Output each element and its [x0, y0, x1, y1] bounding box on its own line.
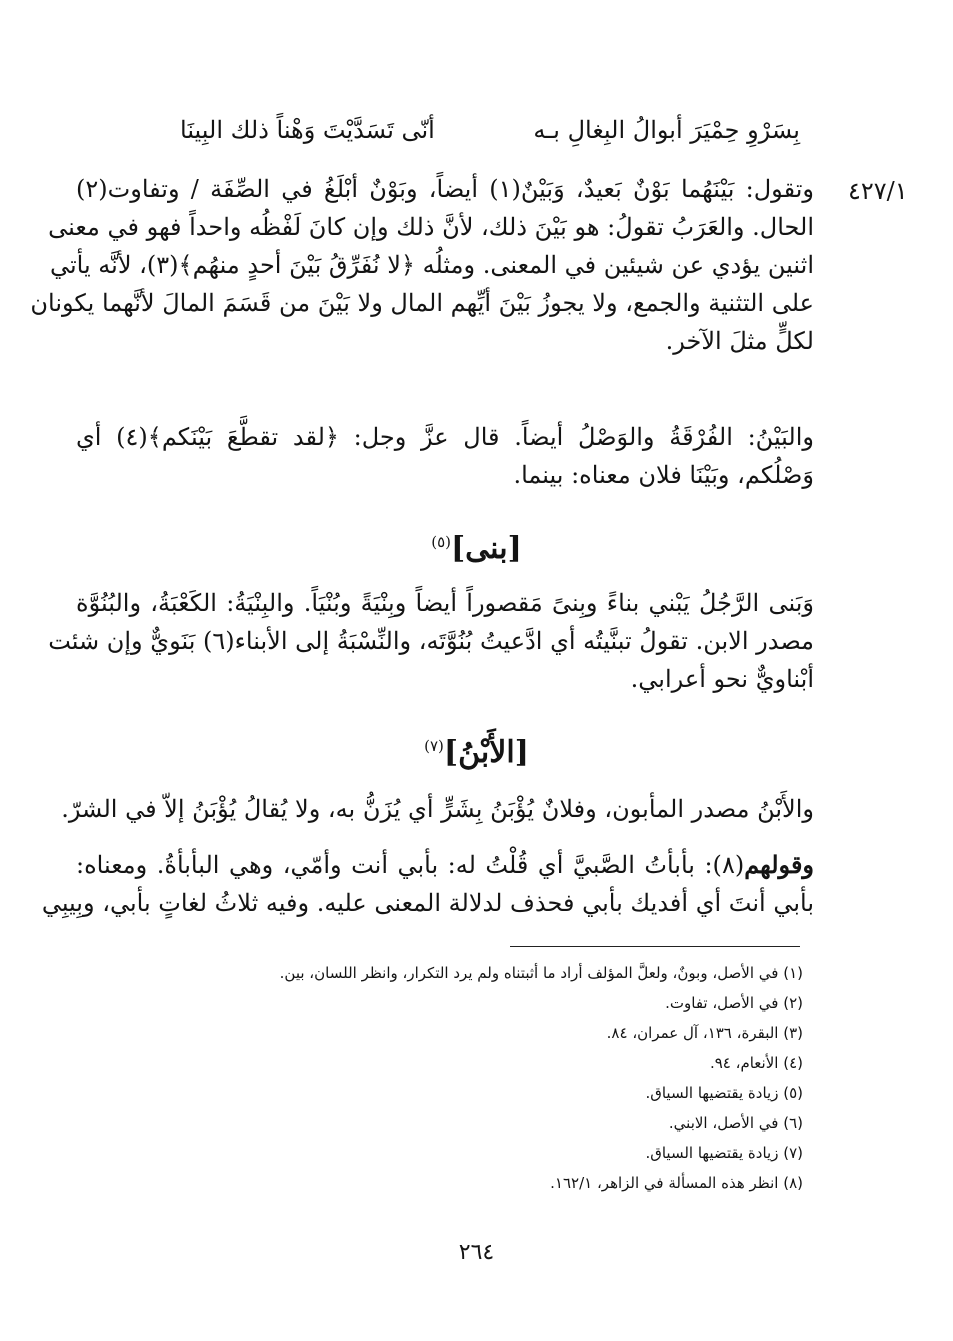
footnote: (٢) في الأصل، تفاوت. [665, 994, 803, 1012]
footnotes [103, 958, 803, 1198]
poetry-verse [180, 110, 800, 150]
paragraph-al-bayn [76, 418, 814, 494]
paragraph-bana [48, 584, 814, 698]
text-line: والأَبْنُ مصدر المأبون، وفلانٌ يُؤْبَنُ بِشَرٍّ أي يُزَنُّ به، ولا يُقالُ يُؤْبَنُ إلاّ في الشرّ. [61, 795, 814, 823]
text-line [76, 846, 814, 884]
heading-footnote-ref: (٥) [431, 533, 451, 551]
footnote: (١) في الأصل، وبونٌ، ولعلَّ المؤلف أراد ما أثبتناه ولم يرد التكرار، وانظر اللسان، بين. [279, 964, 803, 982]
text-line: وتقول: بَيْنَهُما بَوْنٌ بَعيدٌ، وَبَيْنٌ(١) أيضاً، وبَوْنٌ أبْلَغُ في الصِّفَة / وتفاوت(٢) [76, 175, 814, 203]
line-rest: (٨): بأبأتُ الصَّبيَّ أي قُلْتُ له: بأبي أنت وأمّي، وهي البأبأةُ. ومعناه: [76, 851, 745, 879]
text-line: الحال. والعَرَبُ تقولُ: هو بَيْنَ ذلك، لأنَّ ذلك وإن كانَ لَفْظُه واحداً فهو في معنى [48, 213, 814, 241]
paragraph-al-abn [61, 790, 814, 828]
heading-footnote-ref: (٧) [424, 737, 444, 755]
text-line: أبْناويٌّ نحو أعرابي. [630, 665, 814, 693]
text-line: على التثنية والجمع، ولا يجوزُ بَيْنَ أيِّهم المال ولا بَيْنَ من قَسَمَ المالَ لأنَّهما يكونان [30, 289, 814, 317]
marginal-reference: ٤٢٧/١ [848, 177, 908, 205]
text-line: مصدر الابن. تقولُ تبنَّيتُه أي ادَّعيتُ بُنُوَّتَه، والنِّسْبَةُ إلى الأبناء(٦) بَنَويٌّ وإن شئت [48, 627, 814, 655]
text-line: والبَيْنُ: الفُرْقَةُ والوَصْلُ أيضاً. قال عزَّ وجل: ﴿لقد تقطَّعَ بَيْنَكم﴾(٤) أي [76, 423, 814, 451]
verse-right-hemistich: بِسَرْوِ حِمْيَرَ أبوالُ البِغالِ بـه [533, 116, 800, 144]
footnote: (٤) الأنعام، ٩٤. [709, 1054, 803, 1072]
footnote: (٥) زيادة يقتضيها السياق. [645, 1084, 803, 1102]
footnote: (٦) في الأصل، الابني. [668, 1114, 803, 1132]
lead-word: وقولهم [744, 850, 815, 879]
footnote: (٨) انظر هذه المسألة في الزاهر، ١٦٢/١. [550, 1174, 803, 1192]
paragraph-baba [41, 846, 815, 922]
page-number: ٢٦٤ [458, 1240, 495, 1265]
footnote: (٣) البقرة، ١٣٦، آل عمران، ٨٤. [606, 1024, 803, 1042]
text-line: بأبي أنتَ أي أفديك بأبي فحذف لدلالة المعنى عليه. وفيه ثلاثُ لغاتٍ بأبي، وبِيبِي [41, 889, 814, 917]
section-heading-bana [0, 522, 953, 569]
footnote: (٧) زيادة يقتضيها السياق. [645, 1144, 803, 1162]
heading-text: [الأَبْنُ] [443, 735, 529, 770]
footnote-separator [510, 946, 800, 947]
text-line: وَبَنى الرَّجُلُ يَبْني بناءً وبِنىً مَقصوراً أيضاً وبِنْيَةً وبُنْيَاً. والبِنْيَةُ: الكَعْبَةُ، والبُنُوَّة [76, 589, 814, 617]
text-line: لكلٍّ مثلَ الآخر. [665, 327, 814, 355]
text-line: وَصْلُكم، وبَيْنَا فلان معناه: بينما. [513, 461, 814, 489]
paragraph-bayn [30, 170, 814, 360]
text-line: اثنين يؤدي عن شيئين في المعنى. ومثلُه ﴿لا نُفَرِّقُ بَيْنَ أحدٍ منهُم﴾(٣)، لأنَّه يأتي [49, 251, 814, 279]
section-heading-al-abn [0, 726, 953, 773]
verse-left-hemistich: أنّى تَسَدَّيْتَ وَهْناً ذلك البِينَا [180, 116, 435, 144]
heading-text: [بنى] [450, 531, 522, 566]
